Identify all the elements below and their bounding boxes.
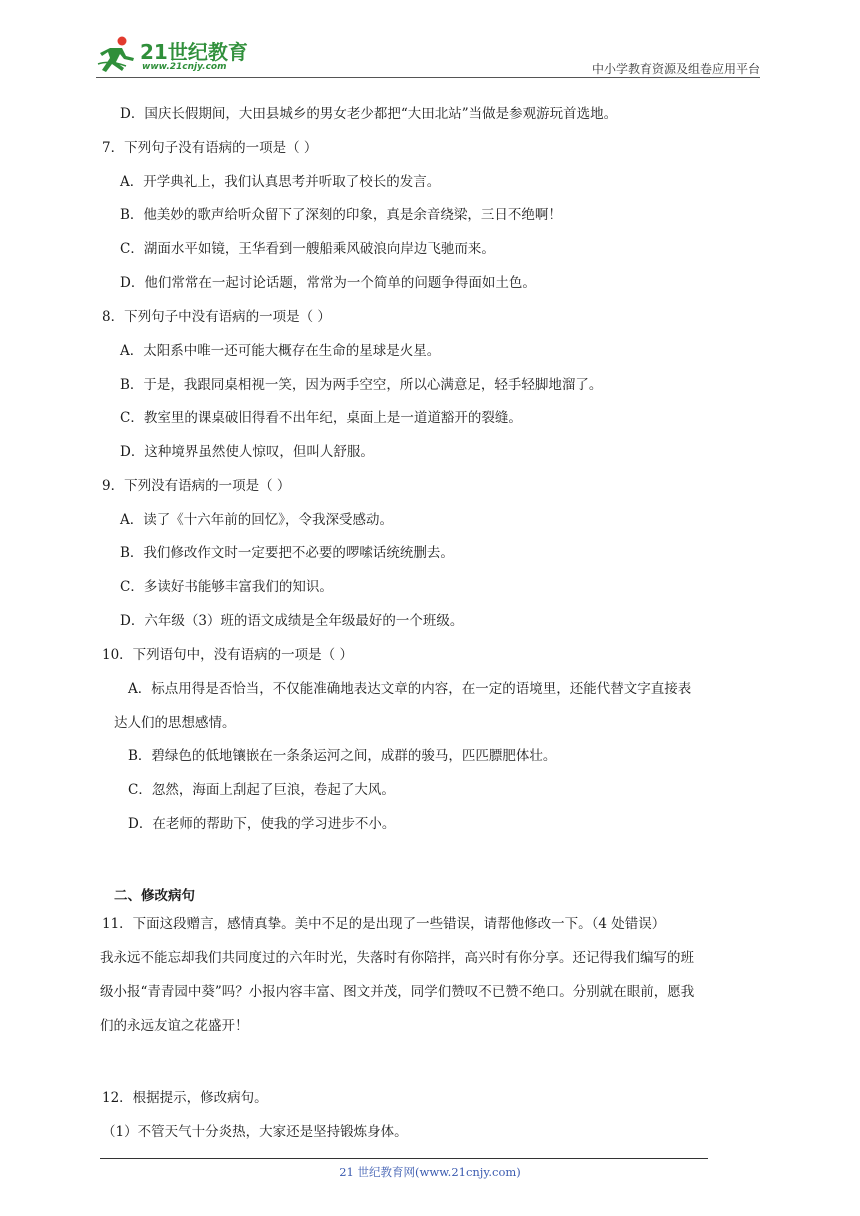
footer-divider xyxy=(100,1158,708,1159)
q8-option-b: B．于是，我跟同桌相视一笑，因为两手空空，所以心满意足，轻手轻脚地溜了。 xyxy=(120,377,603,393)
q7-option-a: A．开学典礼上，我们认真思考并听取了校长的发言。 xyxy=(120,174,441,190)
q12-stem: 12．根据提示，修改病句。 xyxy=(102,1090,268,1106)
q10-option-a-line2: 达人们的思想感情。 xyxy=(114,715,236,731)
runner-logo-icon xyxy=(96,34,138,74)
header-divider xyxy=(96,77,760,78)
q11-passage-line1: 我永远不能忘却我们共同度过的六年时光，失落时有你陪拌，高兴时有你分享。还记得我们编写的班 xyxy=(100,950,694,966)
q11-passage-line3: 们的永远友谊之花盛开！ xyxy=(100,1018,249,1034)
page-header xyxy=(96,30,760,78)
q9-option-c: C．多读好书能够丰富我们的知识。 xyxy=(120,579,333,595)
q10-option-d: D．在老师的帮助下，使我的学习进步不小。 xyxy=(128,816,396,832)
q6-option-d: D．国庆长假期间，大田县城乡的男女老少都把“大田北站”当做是参观游玩首选地。 xyxy=(120,106,618,122)
logo-text: 21世纪教育 xyxy=(140,40,248,64)
q7-stem: 7．下列句子没有语病的一项是（ ） xyxy=(102,140,318,156)
q10-option-a-line1: A．标点用得是否恰当，不仅能准确地表达文章的内容，在一定的语境里，还能代替文字直接表 xyxy=(128,681,692,697)
logo-url: www.21cnjy.com xyxy=(142,62,227,72)
q9-stem: 9．下列没有语病的一项是（ ） xyxy=(102,478,291,494)
q9-option-d: D．六年级（3）班的语文成绩是全年级最好的一个班级。 xyxy=(120,613,464,629)
q8-option-a: A．太阳系中唯一还可能大概存在生命的星球是火星。 xyxy=(120,343,441,359)
q8-option-d: D．这种境界虽然使人惊叹，但叫人舒服。 xyxy=(120,444,374,460)
q7-option-c: C．湖面水平如镜，王华看到一艘船乘风破浪向岸边飞驰而来。 xyxy=(120,241,495,257)
platform-name: 中小学教育资源及组卷应用平台 xyxy=(591,62,760,76)
site-logo[interactable] xyxy=(96,30,266,78)
q10-option-b: B．碧绿色的低地镶嵌在一条条运河之间，成群的骏马，匹匹膘肥体壮。 xyxy=(128,748,557,764)
q12-item-1: （1）不管天气十分炎热，大家还是坚持锻炼身体。 xyxy=(102,1124,408,1140)
q8-stem: 8．下列句子中没有语病的一项是（ ） xyxy=(102,309,331,325)
q9-option-a: A．读了《十六年前的回忆》，令我深受感动。 xyxy=(120,512,393,528)
q8-option-c: C．教室里的课桌破旧得看不出年纪，桌面上是一道道豁开的裂缝。 xyxy=(120,410,522,426)
q11-passage-line2: 级小报“青青园中葵”吗？小报内容丰富、图文并茂，同学们赞叹不已赞不绝口。分别就在眼前，愿我 xyxy=(100,984,695,1000)
q7-option-d: D．他们常常在一起讨论话题，常常为一个简单的问题争得面如土色。 xyxy=(120,275,536,291)
q10-option-c: C．忽然，海面上刮起了巨浪，卷起了大风。 xyxy=(128,782,395,798)
q7-option-b: B．他美妙的歌声给听众留下了深刻的印象，真是余音绕梁，三日不绝啊！ xyxy=(120,207,562,223)
footer-link[interactable]: 21 世纪教育网(www.21cnjy.com) xyxy=(339,1165,521,1179)
section-title: 二、修改病句 xyxy=(114,888,195,904)
q11-stem: 11．下面这段赠言，感情真挚。美中不足的是出现了一些错误，请帮他修改一下。（4 处错误） xyxy=(102,916,666,932)
q9-option-b: B．我们修改作文时一定要把不必要的啰嗦话统统删去。 xyxy=(120,545,454,561)
q10-stem: 10．下列语句中，没有语病的一项是（ ） xyxy=(102,647,353,663)
